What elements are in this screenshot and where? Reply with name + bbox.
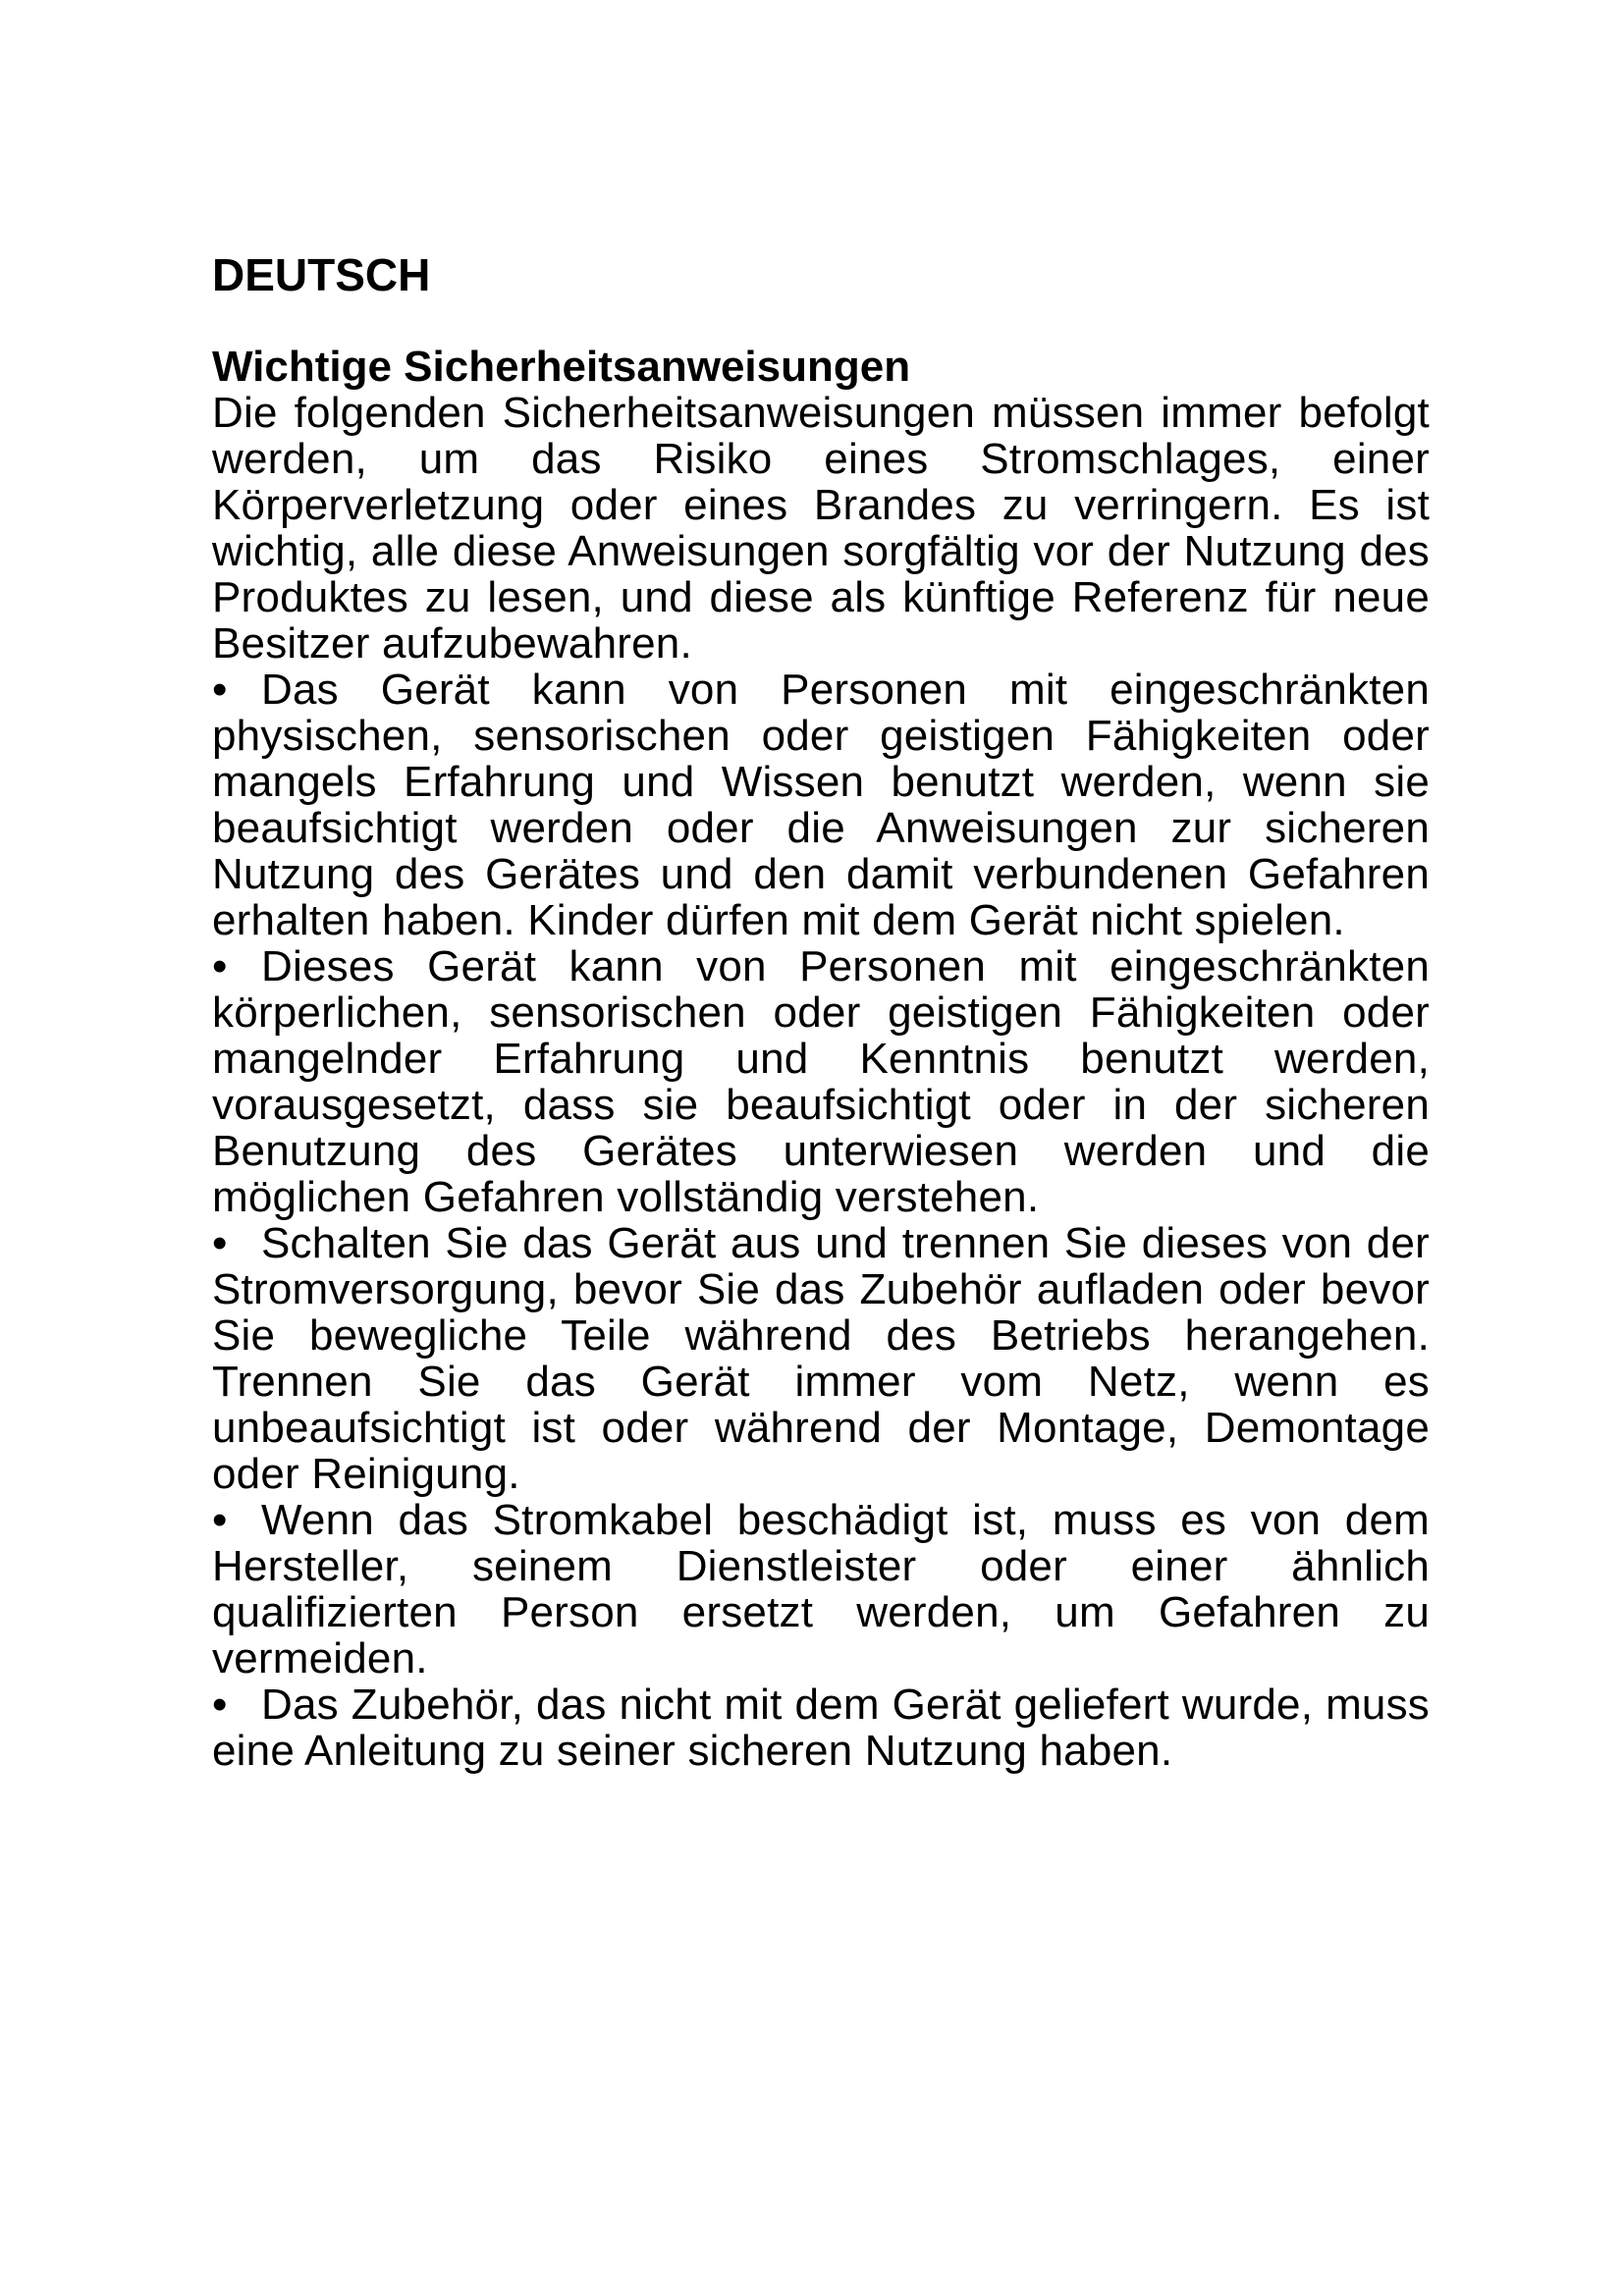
language-heading: DEUTSCH <box>212 249 431 300</box>
list-item-text: Wenn das Stromkabel beschädigt ist, muss es von dem Hersteller, seinem Dienstleister oder einer ähnlich qualifizierten Person ersetzt werden, um Gefahren zu vermeiden. <box>212 1496 1430 1682</box>
safety-instructions-list <box>212 667 1430 1774</box>
list-item-text: Das Zubehör, das nicht mit dem Gerät geliefert wurde, muss eine Anleitung zu seiner sicheren Nutzung haben. <box>212 1681 1430 1775</box>
list-item-text: Schalten Sie das Gerät aus und trennen Sie dieses von der Stromversorgung, bevor Sie das Zubehör aufladen oder bevor Sie bewegliche Teile während des Betriebs herangehen. Trennen Sie das Gerät immer vom Netz, wenn es unbeaufsichtigt ist oder während der Montage, Demontage oder Reinigung. <box>212 1219 1430 1498</box>
bullet-icon: • <box>212 1681 228 1729</box>
list-item <box>212 1220 1430 1497</box>
bullet-icon: • <box>212 1219 228 1267</box>
bullet-icon: • <box>212 1496 228 1544</box>
list-item-text: Das Gerät kann von Personen mit eingeschränkten physischen, sensorischen oder geistigen Fähigkeiten oder mangels Erfahrung und Wissen benutzt werden, wenn sie beaufsichtigt werden oder die Anweisungen zur sicheren Nutzung des Gerätes und den damit verbundenen Gefahren erhalten haben. Kinder dürfen mit dem Gerät nicht spielen. <box>212 666 1430 944</box>
section-title: Wichtige Sicherheitsanweisungen <box>212 343 911 391</box>
list-item <box>212 667 1430 943</box>
list-item-text: Dieses Gerät kann von Personen mit eingeschränkten körperlichen, sensorischen oder geistigen Fähigkeiten oder mangelnder Erfahrung und Kenntnis benutzt werden, vorausgesetzt, dass sie beaufsichtigt oder in der sicheren Benutzung des Gerätes unterwiesen werden und die möglichen Gefahren vollständig verstehen. <box>212 942 1430 1221</box>
intro-paragraph: Die folgenden Sicherheitsanweisungen müssen immer befolgt werden, um das Risiko eines Stromschlages, einer Körperverletzung oder eines Brandes zu verringern. Es ist wichtig, alle diese Anweisungen sorgfältig vor der Nutzung des Produktes zu lesen, und diese als künftige Referenz für neue Besitzer aufzubewahren. <box>212 389 1430 667</box>
list-item <box>212 1497 1430 1682</box>
bullet-icon: • <box>212 666 228 714</box>
list-item <box>212 1682 1430 1774</box>
bullet-icon: • <box>212 942 228 990</box>
list-item <box>212 943 1430 1220</box>
document-body <box>212 247 1430 1774</box>
